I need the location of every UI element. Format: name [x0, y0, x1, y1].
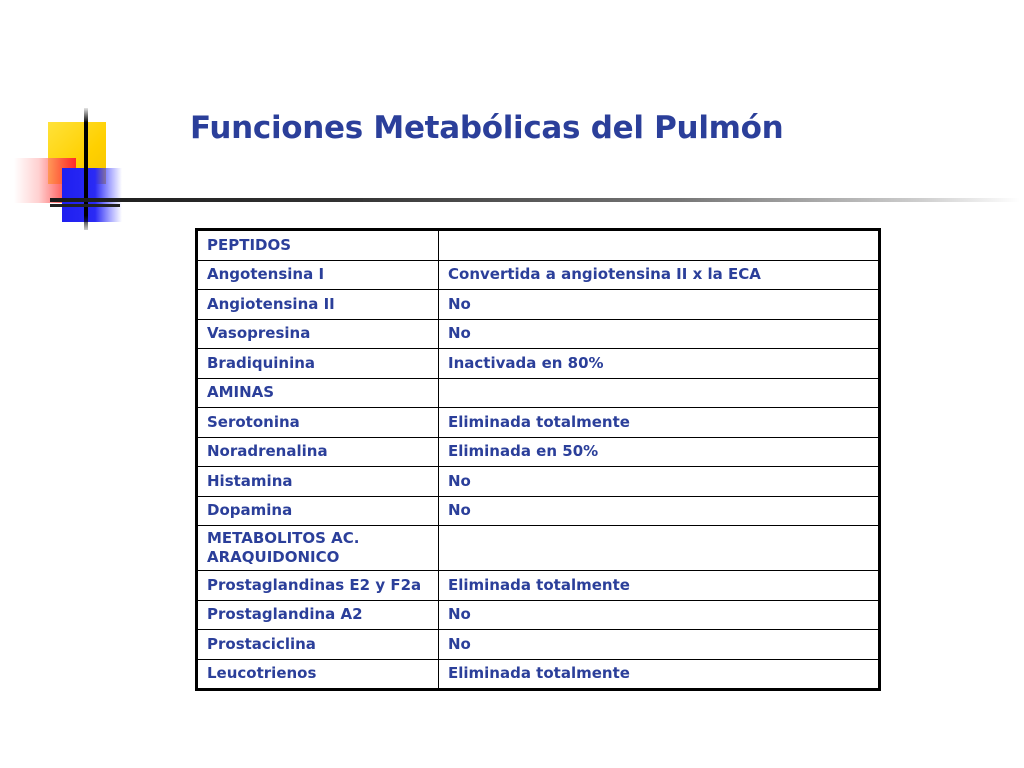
table-cell-substance: Dopamina	[197, 496, 439, 526]
table-cell-effect: No	[439, 496, 880, 526]
table-row	[197, 378, 880, 408]
table-row	[197, 437, 880, 467]
table-cell-substance: Angiotensina II	[197, 290, 439, 320]
decor-blue-square	[62, 168, 122, 222]
table-cell-effect: No	[439, 467, 880, 497]
table-cell-substance: Bradiquinina	[197, 349, 439, 379]
table-row	[197, 526, 880, 571]
page-title: Funciones Metabólicas del Pulmón	[190, 110, 784, 146]
table-cell-substance: Angotensina I	[197, 260, 439, 290]
table-row	[197, 230, 880, 261]
table-cell-effect: Eliminada totalmente	[439, 571, 880, 601]
table-cell-effect: Inactivada en 80%	[439, 349, 880, 379]
table-row	[197, 408, 880, 438]
title-underline	[50, 198, 1020, 202]
table-cell-substance: AMINAS	[197, 378, 439, 408]
table-row	[197, 349, 880, 379]
table-cell-substance: Noradrenalina	[197, 437, 439, 467]
table-cell-effect	[439, 526, 880, 571]
table-cell-substance: METABOLITOS AC. ARAQUIDONICO	[197, 526, 439, 571]
decor-vertical-line	[84, 108, 88, 230]
table-cell-substance: Prostaciclina	[197, 630, 439, 660]
table-cell-substance: Histamina	[197, 467, 439, 497]
table-cell-effect: No	[439, 630, 880, 660]
table-cell-effect: No	[439, 290, 880, 320]
table-row	[197, 290, 880, 320]
table-row	[197, 260, 880, 290]
metabolic-functions-table	[195, 228, 881, 691]
table-row	[197, 659, 880, 690]
table-cell-effect: No	[439, 319, 880, 349]
table-row	[197, 319, 880, 349]
table-cell-effect: Convertida a angiotensina II x la ECA	[439, 260, 880, 290]
table-cell-effect: No	[439, 600, 880, 630]
table-cell-effect: Eliminada en 50%	[439, 437, 880, 467]
table-row	[197, 571, 880, 601]
table-cell-substance: Vasopresina	[197, 319, 439, 349]
table-cell-substance: Leucotrienos	[197, 659, 439, 690]
table-row	[197, 467, 880, 497]
table-cell-substance: Prostaglandina A2	[197, 600, 439, 630]
table-cell-effect: Eliminada totalmente	[439, 659, 880, 690]
table-cell-substance: PEPTIDOS	[197, 230, 439, 261]
decor-short-line	[50, 204, 120, 207]
table-row	[197, 630, 880, 660]
table-cell-substance: Serotonina	[197, 408, 439, 438]
table-cell-effect	[439, 378, 880, 408]
table-row	[197, 600, 880, 630]
table-row	[197, 496, 880, 526]
table-cell-effect: Eliminada totalmente	[439, 408, 880, 438]
table-cell-substance: Prostaglandinas E2 y F2a	[197, 571, 439, 601]
table-cell-effect	[439, 230, 880, 261]
